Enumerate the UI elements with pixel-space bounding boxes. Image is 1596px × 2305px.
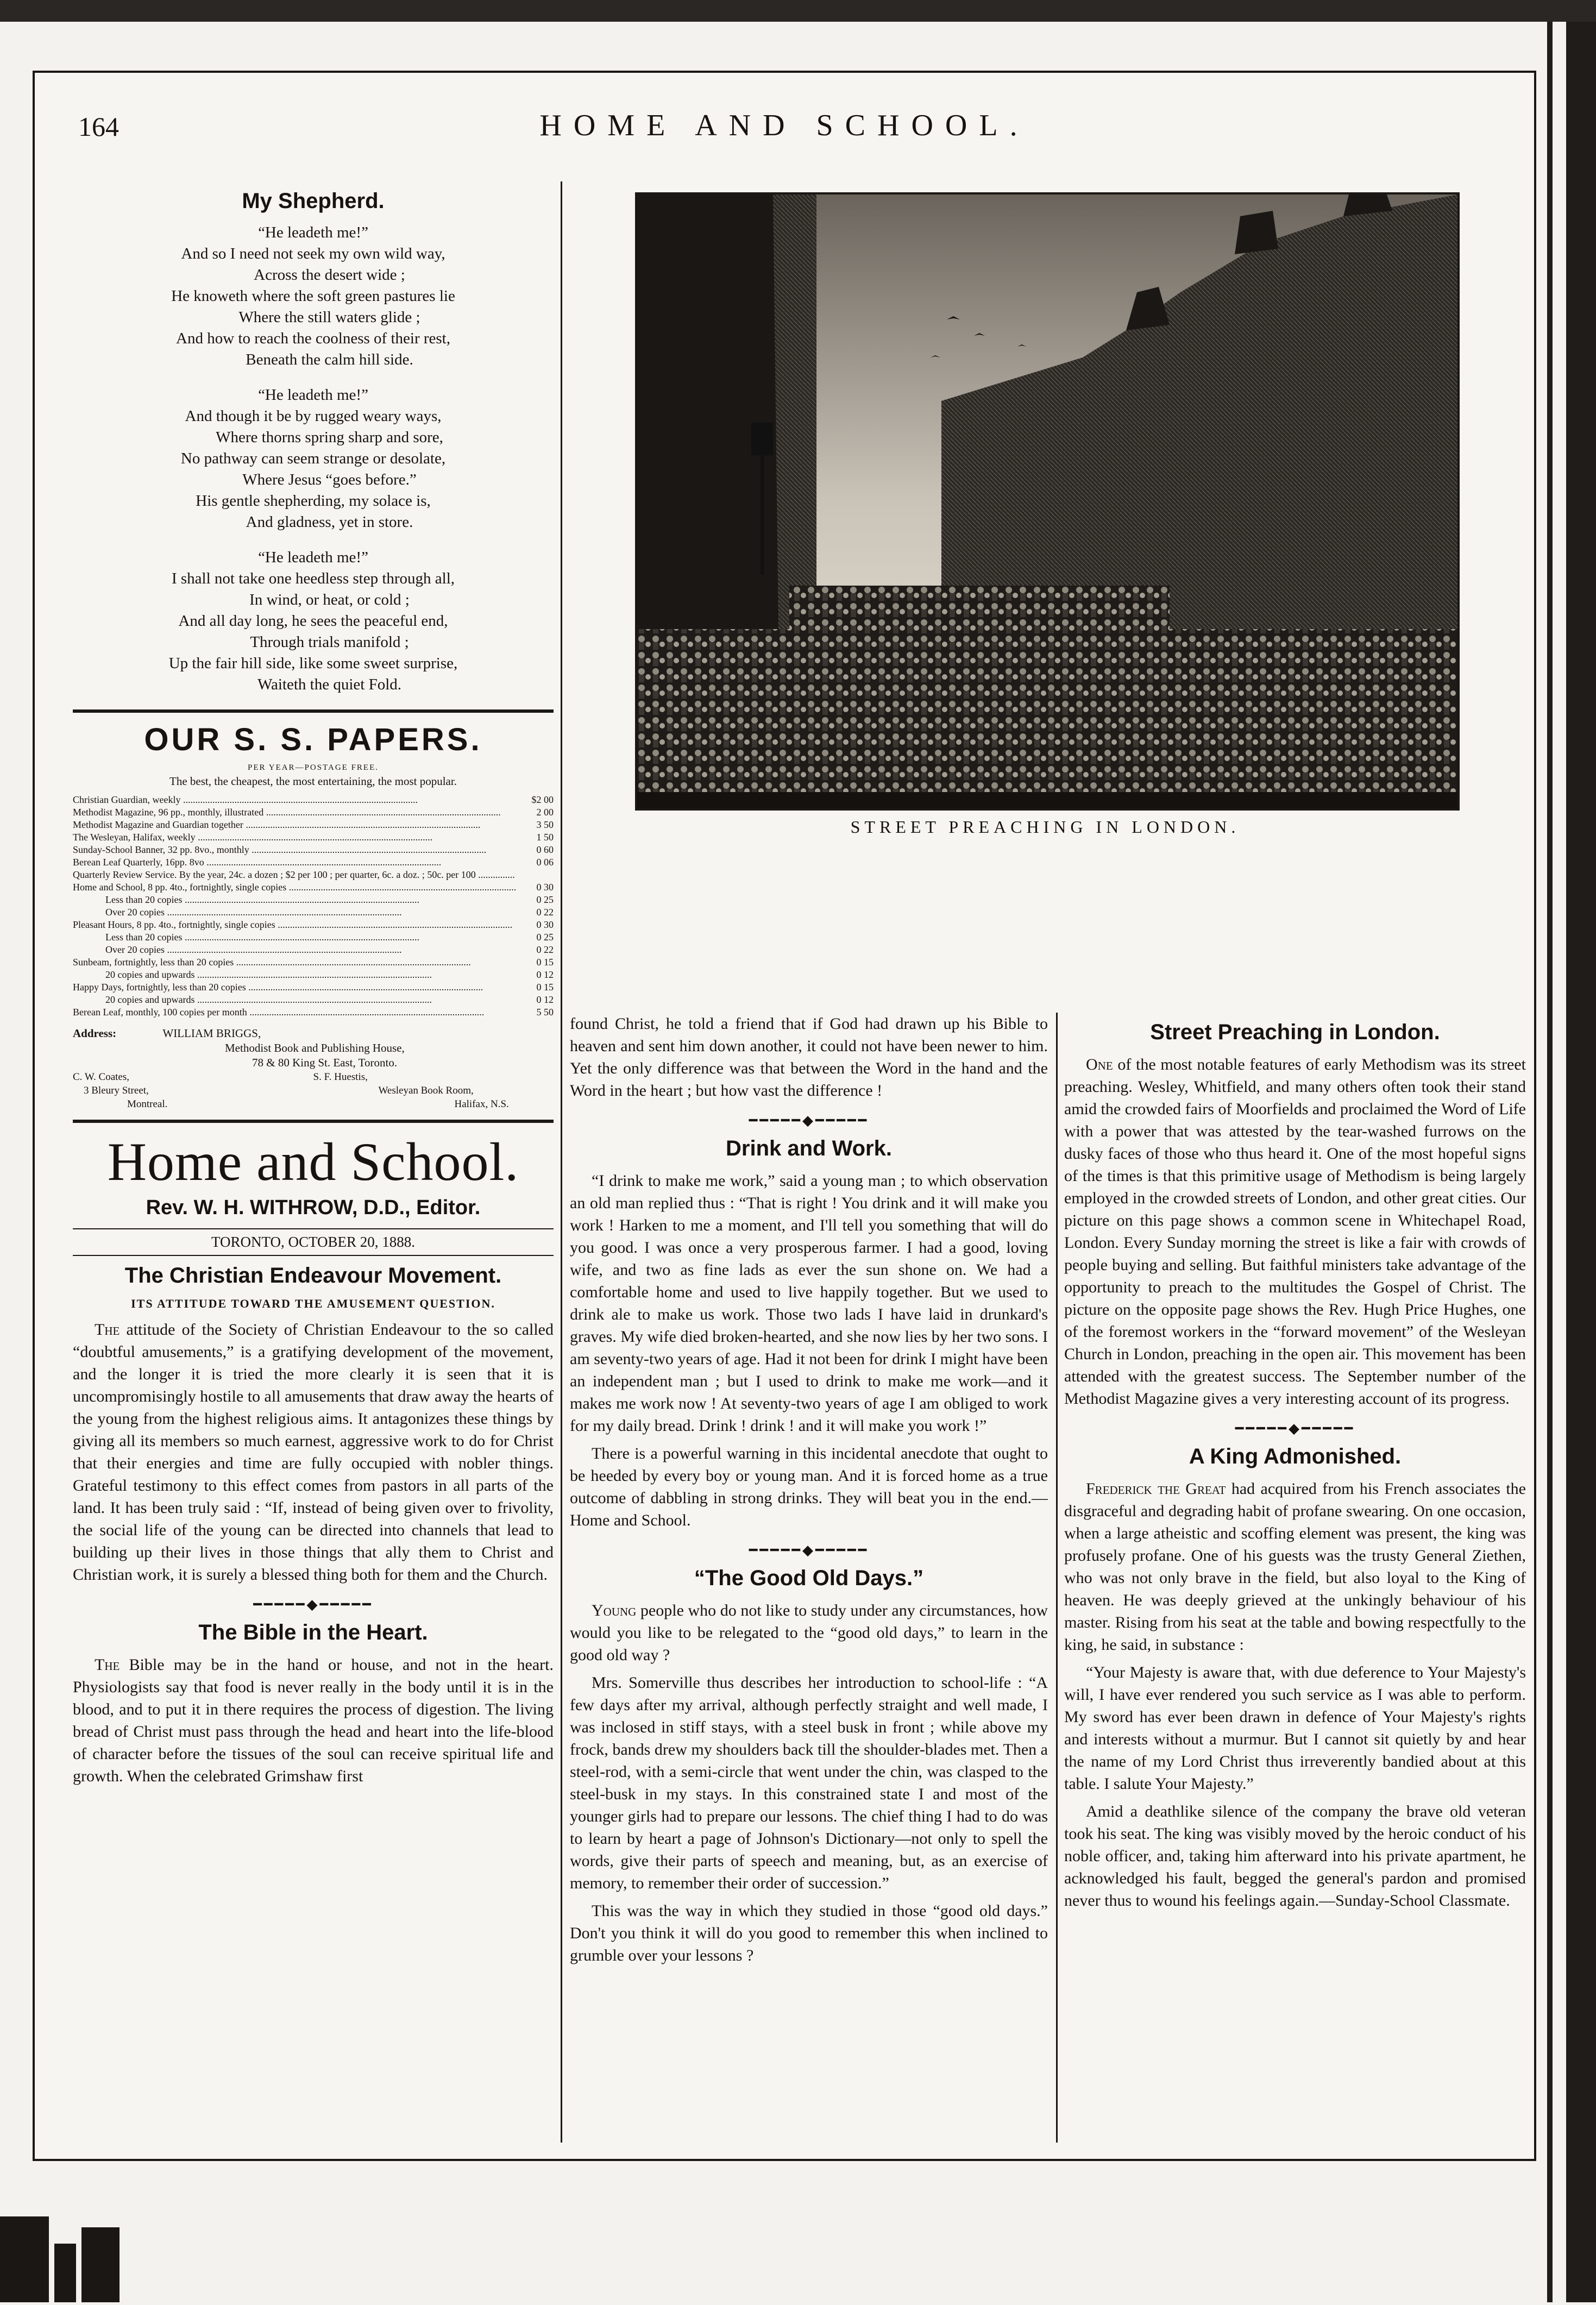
column-rule-1 (561, 181, 562, 2143)
illustration-caption: STREET PREACHING IN LONDON. (850, 817, 1240, 837)
price-item-price: 1 50 (536, 832, 554, 843)
price-row (73, 994, 554, 1006)
price-row (73, 906, 554, 919)
poem-line: He knoweth where the soft green pastures lie (171, 287, 455, 305)
price-item-price: 0 25 (536, 894, 554, 905)
agent-line: Wesleyan Book Room, (378, 1085, 474, 1096)
poem-title: My Shepherd. (242, 189, 385, 213)
poem-line: Beneath the calm hill side. (246, 351, 413, 368)
price-item-name: The Wesleyan, Halifax, weekly ..... (73, 831, 516, 844)
price-row (73, 806, 554, 819)
article-paragraph-continued: found Christ, he told a friend that if God had drawn up his Bible to heaven and sent him down another, it could not have been newer to him. Yet the only difference was that between the Word in the hand and the Word in the heart ; but how vast the difference ! (570, 1015, 1048, 1100)
lead-word: Frederick the Great (1086, 1480, 1226, 1498)
article-title-king-admonished: A King Admonished. (1189, 1444, 1402, 1468)
section-rule (73, 709, 554, 713)
article-paragraph (1064, 1478, 1526, 1656)
scan-border-right-inner (1547, 22, 1553, 2302)
agent-line: Halifax, N.S. (454, 1098, 509, 1110)
price-item-price: $2 00 (531, 794, 554, 805)
poem-line: “He leadeth me!” (258, 549, 368, 566)
price-item-name: Berean Leaf, monthly, 100 copies per month ..... (73, 1006, 516, 1019)
agents (73, 1070, 554, 1111)
poem-line: And though it be by rugged weary ways, (185, 407, 442, 425)
poem-stanza (73, 547, 554, 695)
poem-line: And gladness, yet in store. (246, 513, 413, 531)
price-row (73, 831, 554, 844)
address-block (73, 1026, 554, 1070)
ornamental-divider: ━━━━━◆━━━━━ (1235, 1421, 1355, 1436)
article-title-bible-heart: The Bible in the Heart. (198, 1621, 428, 1644)
price-item-name: Less than 20 copies ..... (73, 894, 516, 906)
scan-border-top (0, 0, 1596, 22)
price-item-price: 0 12 (536, 994, 554, 1005)
address-name: WILLIAM BRIGGS, (162, 1027, 261, 1040)
article-paragraph: There is a powerful warning in this incidental anecdote that ought to be heeded by every boy or young man. And it is forced home as a true outcome of dabbling in strong drinks. They will beat you in the end.—Home and School. (570, 1444, 1048, 1529)
article-paragraph: Mrs. Somerville thus describes her introduction to school-life : “A few days after my arrival, although perfectly straight and well made, I was inclosed in stiff stays, with a steel busk in front ; while above my frock, bands drew my shoulders back till the shoulder-blades met. Then a steel-rod, with a semi-circle that went under the chin, was clasped to the steel-busk in my stays. In this constrained state I and most of the younger girls had to prepare our lessons. The chief thing I had to do was to learn by heart a page of Johnson's Dictionary—not only to spell the words, give their parts of speech and meaning, but, as an exercise of memory, to remember their order of succession.” (570, 1674, 1048, 1892)
price-row (73, 944, 554, 956)
page-number: 164 (78, 111, 119, 142)
article-paragraph (1064, 1053, 1526, 1410)
price-item-name: Happy Days, fortnightly, less than 20 copies ..... (73, 981, 516, 994)
poem-line: Waiteth the quiet Fold. (257, 676, 402, 693)
poem-line: And how to reach the coolness of their rest, (176, 330, 450, 347)
column-2 (570, 1013, 1048, 2148)
ornamental-divider: ━━━━━◆━━━━━ (253, 1597, 373, 1612)
editor-line: Rev. W. H. WITHROW, D.D., Editor. (146, 1196, 481, 1219)
address-line: Methodist Book and Publishing House, (225, 1041, 405, 1054)
price-item-name: Berean Leaf Quarterly, 16pp. 8vo ..... (73, 856, 516, 869)
ss-papers-tagline: The best, the cheapest, the most entertaining, the most popular. (169, 775, 457, 788)
price-item-name: Over 20 copies ..... (73, 944, 516, 956)
agent-halifax (313, 1070, 554, 1111)
poem-line: No pathway can seem strange or desolate, (180, 450, 446, 467)
price-item-name: Methodist Magazine, 96 pp., monthly, illustrated ..... (73, 806, 516, 819)
price-row (73, 819, 554, 831)
price-item-price: 0 22 (536, 944, 554, 955)
column-3 (1064, 1013, 1526, 2148)
poem-line: And so I need not seek my own wild way, (181, 245, 445, 262)
article-paragraph (73, 1654, 554, 1787)
poem-line: Where thorns spring sharp and sore, (216, 429, 443, 446)
price-row (73, 1006, 554, 1019)
section-rule (73, 1120, 554, 1123)
article-paragraph (73, 1318, 554, 1586)
price-item-price: 2 00 (536, 807, 554, 818)
price-item-price (516, 869, 554, 881)
ornamental-divider: ━━━━━◆━━━━━ (749, 1113, 869, 1128)
lead-word: One (1086, 1056, 1113, 1073)
poem-line: I shall not take one heedless step through all, (171, 570, 455, 587)
poem-stanza (73, 385, 554, 533)
article-paragraph (570, 1599, 1048, 1666)
price-row (73, 981, 554, 994)
address-label: Address: (73, 1027, 117, 1040)
article-title-christian-endeavour: The Christian Endeavour Movement. (124, 1264, 502, 1287)
article-paragraph: “I drink to make me work,” said a young man ; to which observation an old man replied thus : “That is right ! You drink and it will make you work ! Harken to me a moment, and I'll tell you something that will do you good. I was once a very prosperous farmer. I had a good, loving wife, and two as fine lads as ever the sun shone on. We had a comfortable home and used to live happily together. But we used to drink ale to make us work. Those two lads I have laid in drunkard's graves. My wife died broken-hearted, and she now lies by her two sons. I am seventy-two years of age. Had it not been for drink I might have been an independent man ; but I used to drink to make me work—and it makes me work now ! At seventy-two years of age I am obliged to work for my daily bread. Drink ! drink ! and it will make you work !” (570, 1172, 1048, 1435)
price-item-price: 5 50 (536, 1007, 554, 1018)
article-title-good-old-days: “The Good Old Days.” (694, 1566, 924, 1590)
column-1 (73, 181, 554, 2137)
price-row (73, 869, 554, 881)
price-item-price: 3 50 (536, 819, 554, 830)
price-item-price: 0 25 (536, 932, 554, 943)
article-paragraph: This was the way in which they studied in those “good old days.” Don't you think it will do you good to remember this when inclined to grumble over your lessons ? (570, 1902, 1048, 1964)
paragraph-text: people who do not like to study under any circumstances, how would you like to be relegated to the “good old days,” to learn in the good old way ? (570, 1601, 1048, 1664)
ss-papers-title: OUR S. S. PAPERS. (144, 722, 482, 757)
poem-line: And all day long, he sees the peaceful end, (178, 612, 448, 630)
price-item-name: Over 20 copies ..... (73, 906, 516, 919)
ss-papers-subtitle: PER YEAR—POSTAGE FREE. (247, 763, 379, 772)
paragraph-text: attitude of the Society of Christian Endeavour to the so called “doubtful amusements,” is a gratifying development of the movement, and the longer it is tried the more clearly it is seen that it is uncompromisingly hostile to all amusements that draw away the hearts of the young from the highest religious aims. It antagonizes these things by giving all its members so much earnest, aggressive work to do for Christ that their energies and time are fully occupied with nobler things. Grateful testimony to this effect comes from pastors in all parts of the land. It has been truly said : “If, instead of being given over to frivolity, the social life of the young can be directed into channels that lead to building up their lives in those things that ally them to Christ and Christian work, it is surely a blessed thing both for them and the Church. (73, 1321, 554, 1584)
article-title-street-preaching: Street Preaching in London. (1150, 1020, 1440, 1044)
poem-line: Across the desert wide ; (254, 266, 405, 284)
agent-line: S. F. Huestis, (313, 1071, 368, 1083)
price-item-name: Christian Guardian, weekly ..... (73, 794, 516, 806)
paragraph-text: Bible may be in the hand or house, and not in the heart. Physiologists say that food is never really in the body until it is in the blood, and to put it in there requires the process of digestion. The living bread of Christ must pass through the head and heart into the life-blood of character before the tissues of the soul can receive spiritual life and growth. When the celebrated Grimshaw first (73, 1656, 554, 1785)
price-item-name: Less than 20 copies ..... (73, 931, 516, 944)
price-item-price: 0 15 (536, 982, 554, 993)
newspaper-page (33, 71, 1536, 2161)
price-item-price: 0 15 (536, 957, 554, 968)
poem-body (73, 222, 554, 695)
article-title-drink-work: Drink and Work. (726, 1136, 892, 1160)
price-list (73, 794, 554, 1019)
poem-line: Up the fair hill side, like some sweet surprise, (168, 655, 458, 672)
agent-line: 3 Bleury Street, (84, 1085, 149, 1096)
poem-line: His gentle shepherding, my solace is, (196, 492, 431, 510)
price-row (73, 844, 554, 856)
article-paragraph: “Your Majesty is aware that, with due deference to Your Majesty's will, I have ever rendered you such service as I was able to perform. My sword has ever been drawn in defence of Your Majesty's rights and interests without a murmur. But I cannot sit quietly by and hear the name of my Lord Christ thus irreverently bandied about at this table. I salute Your Majesty.” (1064, 1663, 1526, 1793)
agent-montreal (73, 1070, 313, 1111)
price-row (73, 956, 554, 969)
lead-word: The (95, 1321, 120, 1339)
ornamental-divider: ━━━━━◆━━━━━ (749, 1542, 869, 1558)
price-row (73, 881, 554, 894)
price-item-name: Pleasant Hours, 8 pp. 4to., fortnightly, single copies ..... (73, 919, 516, 931)
paragraph-text: had acquired from his French associates the disgraceful and degrading habit of profane swearing. On one occasion, when a large atheistic and scoffing element was present, the king was profusely profane. One of his guests was the trusty General Ziethen, who was not only brave in the field, but also loyal to the King of heaven. He was deeply grieved at the unkingly behaviour of his master. Rising from his seat at the table and bowing respectfully to the king, he said, in substance : (1064, 1480, 1526, 1654)
street-preaching-illustration (635, 192, 1460, 811)
price-item-name: Methodist Magazine and Guardian together ..... (73, 819, 516, 831)
poem-line: Where Jesus “goes before.” (242, 471, 417, 488)
price-item-price: 0 12 (536, 969, 554, 980)
article-subtitle: ITS ATTITUDE TOWARD THE AMUSEMENT QUESTION. (131, 1297, 495, 1310)
price-row (73, 794, 554, 806)
home-and-school-title: Home and School. (107, 1132, 519, 1192)
price-item-name: 20 copies and upwards ..... (73, 969, 516, 981)
price-item-name: Sunbeam, fortnightly, less than 20 copies ..... (73, 956, 516, 969)
price-item-price: 0 60 (536, 844, 554, 855)
price-item-name: 20 copies and upwards ..... (73, 994, 516, 1006)
agent-line: C. W. Coates, (73, 1071, 129, 1083)
scan-border-right (1566, 22, 1596, 2302)
lead-word: The (95, 1656, 120, 1674)
price-row (73, 931, 554, 944)
poem-line: “He leadeth me!” (258, 386, 368, 404)
poem-stanza (73, 222, 554, 370)
poem-line: Where the still waters glide ; (238, 309, 420, 326)
dateline: TORONTO, OCTOBER 20, 1888. (211, 1234, 416, 1250)
price-item-name: Quarterly Review Service. By the year, 24c. a dozen ; $2 per 100 ; per quarter, 6c. a doz. ; 50c. per 100 ..... (73, 869, 516, 881)
price-item-price: 0 30 (536, 882, 554, 893)
poem-line: “He leadeth me!” (258, 224, 368, 241)
scan-artifact-bottom-left (0, 2184, 141, 2302)
address-line: 78 & 80 King St. East, Toronto. (252, 1056, 398, 1069)
price-item-name: Sunday-School Banner, 32 pp. 8vo., monthly ..... (73, 844, 516, 856)
paragraph-text: of the most notable features of early Methodism was its street preaching. Wesley, Whitfield, and many others often took their stand amid the crowded fairs of Moorfields and proclaimed the Word of Life with a power that was attested by the tear-washed furrows on the dusky faces of those who thus heard it. One of the most hopeful signs of the times is that this primitive usage of Methodism is being largely employed in the crowded streets of London, and other great cities. Our picture on this page shows a common scene in Whitechapel Road, London. Every Sunday morning the street is like a fair with crowds of people buying and selling. But faithful ministers take advantage of the opportunity to preach to the multitudes the Gospel of Christ. The picture on the opposite page shows the Rev. Hugh Price Hughes, one of the foremost workers in the “forward movement” of the Wesleyan Church in London, preaching in the open air. This movement has been attended with the greatest success. The September number of the Methodist Magazine gives a very interesting account of its progress. (1064, 1056, 1526, 1408)
masthead: HOME AND SCHOOL. (539, 109, 1029, 142)
rule (73, 1228, 554, 1229)
article-paragraph: Amid a deathlike silence of the company the brave old veteran took his seat. The king was visibly moved by the heroic conduct of his noble officer, and, taking him afterward into his private apartment, he acknowledged his fault, begged the general's pardon and promised never thus to wound his feelings again.—Sunday-School Classmate. (1064, 1802, 1526, 1910)
poem-line: Through trials manifold ; (250, 633, 409, 651)
price-item-price: 0 06 (536, 857, 554, 868)
price-item-price: 0 22 (536, 907, 554, 918)
price-row (73, 969, 554, 981)
price-row (73, 894, 554, 906)
price-row (73, 856, 554, 869)
price-item-price: 0 30 (536, 919, 554, 930)
lead-word: Young (592, 1601, 637, 1619)
poem-line: In wind, or heat, or cold ; (249, 591, 410, 608)
rule (73, 1255, 554, 1256)
column-rule-2 (1056, 1013, 1058, 2143)
price-item-name: Home and School, 8 pp. 4to., fortnightly, single copies ..... (73, 881, 516, 894)
price-row (73, 919, 554, 931)
agent-line: Montreal. (127, 1098, 168, 1110)
